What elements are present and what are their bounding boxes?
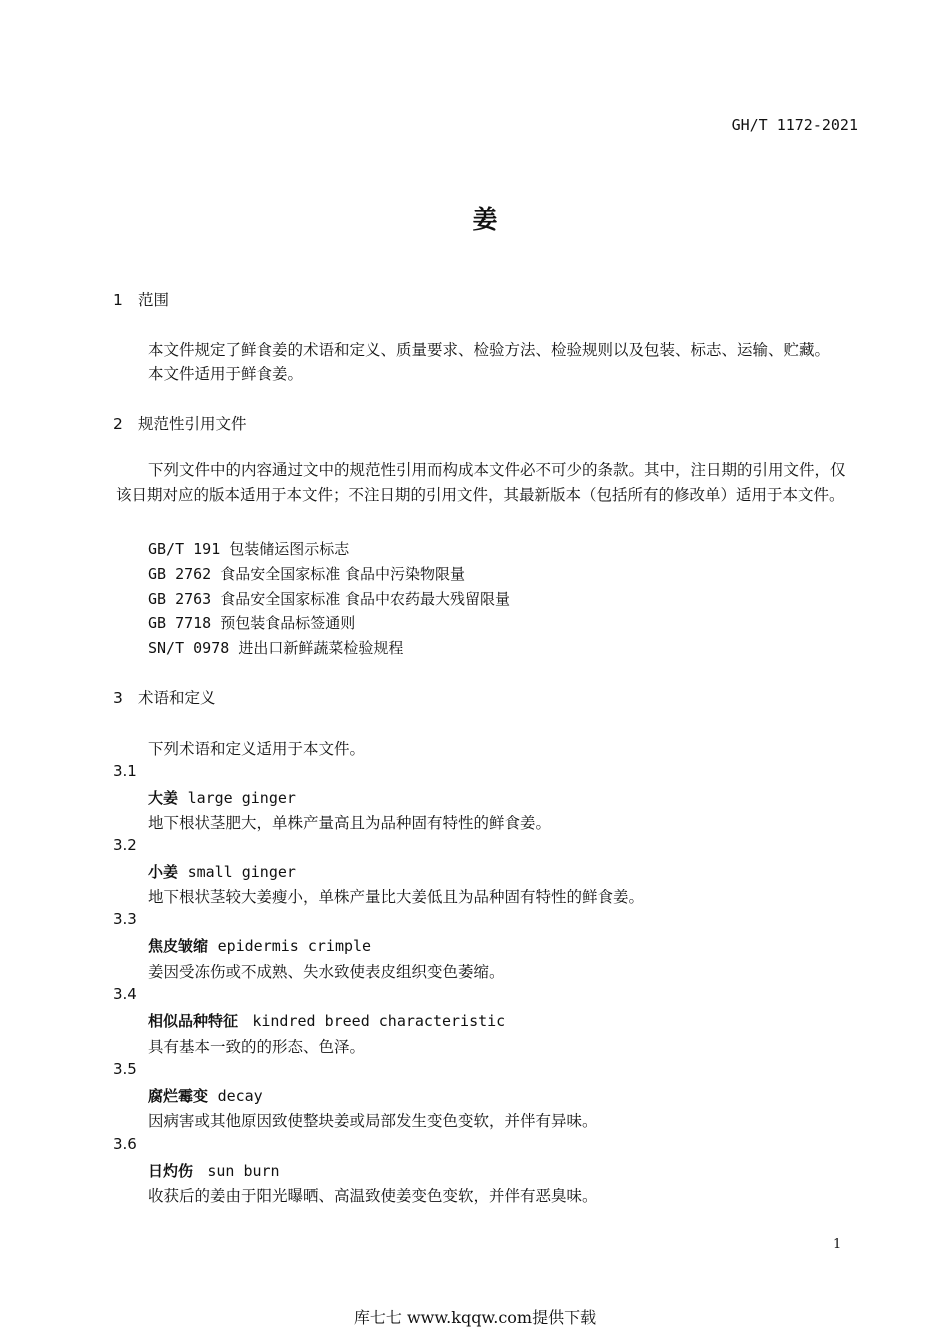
term-number: 3.4 [113,985,137,1003]
term-english: kindred breed characteristic [252,1012,506,1030]
section-title: 规范性引用文件 [138,415,247,433]
download-footer: 库七七 www.kqqw.com提供下载 [353,1308,597,1327]
terms-intro: 下列术语和定义适用于本文件。 [148,740,366,758]
reference-code: GB 2763 [148,590,212,608]
term-definition: 具有基本一致的的形态、色泽。 [148,1038,366,1056]
term-definition: 地下根状茎肥大，单株产量高且为品种固有特性的鲜食姜。 [148,814,552,832]
section-heading-3 [113,686,216,708]
reference-code: GB 7718 [148,614,212,632]
term-definition: 因病害或其他原因致使整块姜或局部发生变色变软，并伴有异味。 [148,1112,598,1130]
section-heading-1 [113,288,169,310]
normative-intro-text: 下列文件中的内容通过文中的规范性引用而构成本文件必不可少的条款。其中，注日期的引用文件，仅该日期对应的版本适用于本文件；不注日期的引用文件，其最新版本（包括所有的修改单）适用于本文件。 [116,461,846,504]
term-english: sun burn [207,1162,280,1180]
term-chinese: 大姜 [148,789,179,807]
term-heading [148,1085,263,1106]
term-heading [148,1010,505,1031]
term-english: large ginger [187,789,296,807]
section-number: 1 [113,291,123,309]
term-english: epidermis crimple [217,937,372,955]
section-number: 2 [113,415,123,433]
document-code: GH/T 1172-2021 [731,116,858,134]
reference-code: SN/T 0978 [148,639,230,657]
term-definition: 地下根状茎较大姜瘦小，单株产量比大姜低且为品种固有特性的鲜食姜。 [148,888,645,906]
term-chinese: 小姜 [148,863,179,881]
term-english: small ginger [187,863,296,881]
term-definition: 收获后的姜由于阳光曝晒、高温致使姜变色变软，并伴有恶臭味。 [148,1187,598,1205]
term-number: 3.1 [113,762,137,780]
reference-title: 进出口新鲜蔬菜检验规程 [238,639,404,657]
term-heading [148,1160,280,1181]
reference-item [148,538,349,559]
term-chinese: 日灼伤 [148,1162,194,1180]
reference-title: 食品安全国家标准 食品中污染物限量 [220,565,466,583]
term-definition: 姜因受冻伤或不成熟、失水致使表皮组织变色萎缩。 [148,963,505,981]
reference-item [148,637,403,658]
reference-code: GB/T 191 [148,540,221,558]
scope-paragraph-2: 本文件适用于鲜食姜。 [148,365,304,383]
section-title: 范围 [138,291,170,309]
section-heading-2 [113,412,247,434]
term-english: decay [217,1087,263,1105]
term-chinese: 相似品种特征 [148,1012,239,1030]
reference-title: 预包装食品标签通则 [220,614,356,632]
reference-title: 食品安全国家标准 食品中农药最大残留限量 [220,590,511,608]
reference-item [148,612,355,633]
page-number: 1 [833,1237,842,1252]
term-number: 3.2 [113,836,137,854]
term-heading [148,935,371,956]
term-number: 3.5 [113,1060,137,1078]
reference-item [148,563,465,584]
term-number: 3.3 [113,910,137,928]
reference-title: 包装储运图示标志 [229,540,350,558]
term-chinese: 腐烂霉变 [148,1087,209,1105]
document-title: 姜 [472,205,498,234]
section-number: 3 [113,689,123,707]
reference-code: GB 2762 [148,565,212,583]
scope-paragraph-1: 本文件规定了鲜食姜的术语和定义、质量要求、检验方法、检验规则以及包装、标志、运输、贮藏。 [148,341,831,359]
term-number: 3.6 [113,1135,137,1153]
term-heading [148,787,296,808]
reference-item [148,588,510,609]
normative-intro-paragraph [116,458,860,508]
section-title: 术语和定义 [138,689,216,707]
term-heading [148,861,296,882]
term-chinese: 焦皮皱缩 [148,937,209,955]
